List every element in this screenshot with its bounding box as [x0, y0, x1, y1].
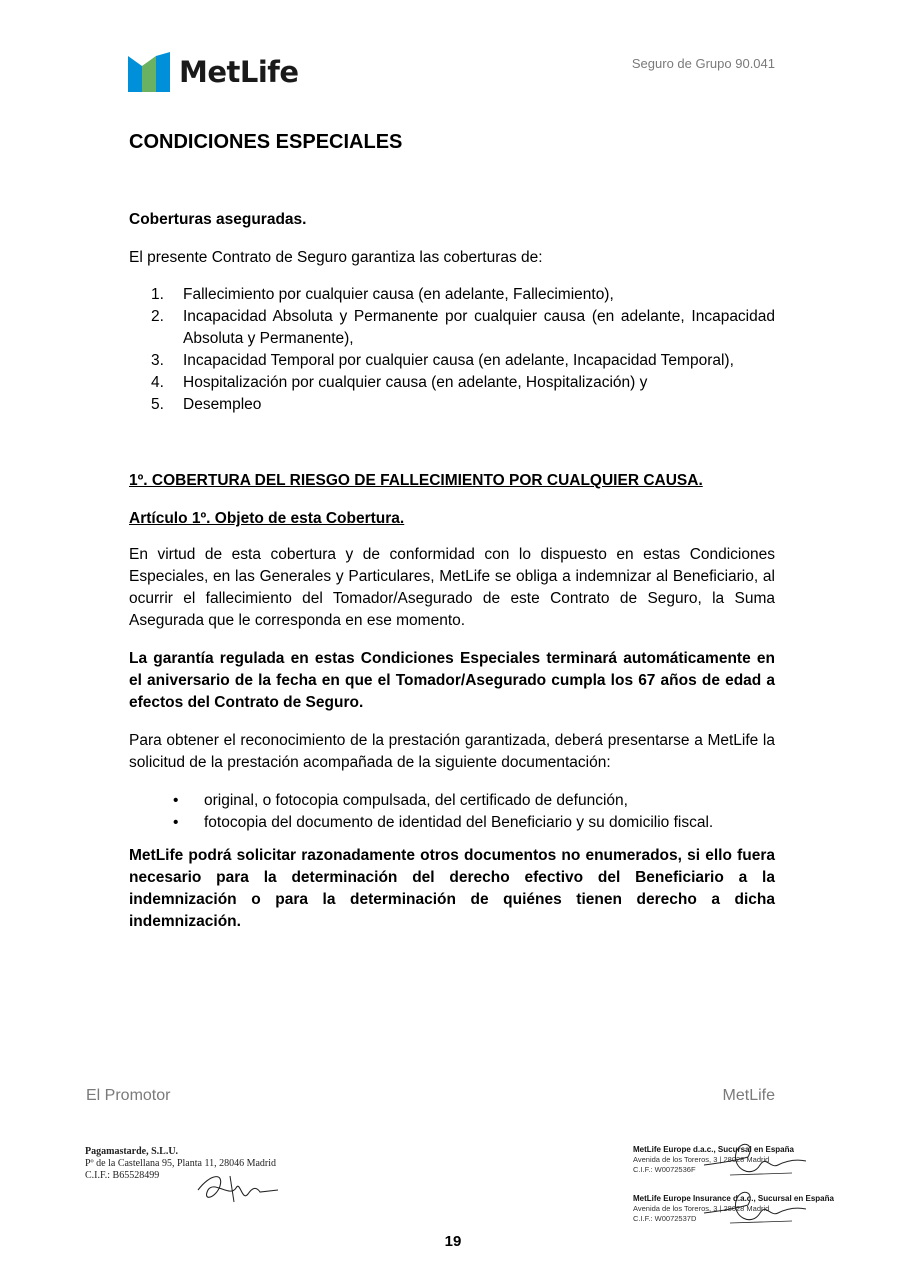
coverages-heading: Coberturas aseguradas. [129, 211, 307, 228]
list-item [129, 394, 775, 416]
list-item [129, 306, 775, 350]
coverage-list [129, 284, 775, 416]
paragraph-claim: Para obtener el reconocimiento de la prestación garantizada, deberá presentarse a MetLife la solicitud de la prestación acompañada de la siguiente documentación: [129, 732, 775, 771]
metlife-entity-address: Avenida de los Toreros, 3 | 28028 Madrid [633, 1155, 770, 1164]
list-text: Fallecimiento por cualquier causa (en adelante, Fallecimiento), [183, 286, 614, 303]
list-item [129, 790, 775, 812]
list-item [129, 372, 775, 394]
coverages-intro: El presente Contrato de Seguro garantiza las coberturas de: [129, 249, 543, 266]
list-text: Desempleo [183, 396, 262, 413]
metlife-entity-name: MetLife Europe Insurance d.a.c., Sucursal en España [633, 1194, 834, 1203]
policy-reference: Seguro de Grupo 90.041 [631, 56, 775, 71]
list-item [129, 812, 775, 834]
list-number: 5. [151, 396, 164, 413]
metlife-entity-cif: C.I.F.: W0072537D [633, 1214, 697, 1223]
metlife-signature-icon [700, 1185, 810, 1233]
metlife-entity-cif: C.I.F.: W0072536F [633, 1165, 696, 1174]
promoter-address: Pº de la Castellana 95, Planta 11, 28046 Madrid [85, 1158, 277, 1169]
documents-list [129, 790, 775, 834]
metlife-entity-name: MetLife Europe d.a.c., Sucursal en España [633, 1145, 794, 1154]
paragraph-additional-docs: MetLife podrá solicitar razonadamente otros documentos no enumerados, si ello fuera necesario para la determinación del derecho efectivo del Beneficiario a la indemnización o para la determinación de quiénes tienen derecho a dicha indemnización. [129, 847, 775, 930]
list-text: Incapacidad Temporal por cualquier causa (en adelante, Incapacidad Temporal), [183, 352, 734, 369]
metlife-logo-icon [128, 52, 170, 92]
list-text: original, o fotocopia compulsada, del certificado de defunción, [204, 792, 628, 809]
list-number: 1. [151, 286, 164, 303]
section-heading: 1º. COBERTURA DEL RIESGO DE FALLECIMIENTO POR CUALQUIER CAUSA. [129, 472, 703, 489]
bullet-icon: • [173, 814, 179, 831]
metlife-signature-icon [700, 1135, 810, 1183]
article-heading: Artículo 1º. Objeto de esta Cobertura. [129, 510, 405, 527]
page-number: 19 [444, 1233, 462, 1250]
list-item [129, 284, 775, 306]
list-text: Hospitalización por cualquier causa (en adelante, Hospitalización) y [183, 374, 648, 391]
list-number: 4. [151, 374, 164, 391]
bullet-icon: • [173, 792, 179, 809]
metlife-label: MetLife [722, 1087, 775, 1104]
list-text: fotocopia del documento de identidad del Beneficiario y su domicilio fiscal. [204, 814, 714, 831]
promoter-cif: C.I.F.: B65528499 [85, 1170, 160, 1181]
promoter-signature-icon [190, 1168, 282, 1206]
logo-text: MetLife [179, 55, 299, 89]
list-text: Incapacidad Absoluta y Permanente por cualquier causa (en adelante, Incapacidad Absoluta y Permanente), [183, 308, 775, 347]
page-title: CONDICIONES ESPECIALES [129, 131, 403, 153]
paragraph-object: En virtud de esta cobertura y de conformidad con lo dispuesto en estas Condiciones Especiales, en las Generales y Particulares, MetLife se obliga a indemnizar al Beneficiario, al ocurrir el fallecimiento del Tomador/Asegurado de este Contrato de Seguro, la Suma Asegurada que le corresponda en ese momento. [129, 546, 775, 629]
promoter-label: El Promotor [86, 1087, 171, 1104]
metlife-entity-address: Avenida de los Toreros, 3 | 28028 Madrid [633, 1204, 770, 1213]
list-item [129, 350, 775, 372]
list-number: 2. [151, 308, 164, 325]
list-number: 3. [151, 352, 164, 369]
paragraph-termination: La garantía regulada en estas Condiciones Especiales terminará automáticamente en el aniversario de la fecha en que el Tomador/Asegurado cumpla los 67 años de edad a efectos del Contrato de Seguro. [129, 650, 775, 711]
promoter-name: Pagamastarde, S.L.U. [85, 1146, 179, 1157]
metlife-logo [128, 52, 299, 92]
